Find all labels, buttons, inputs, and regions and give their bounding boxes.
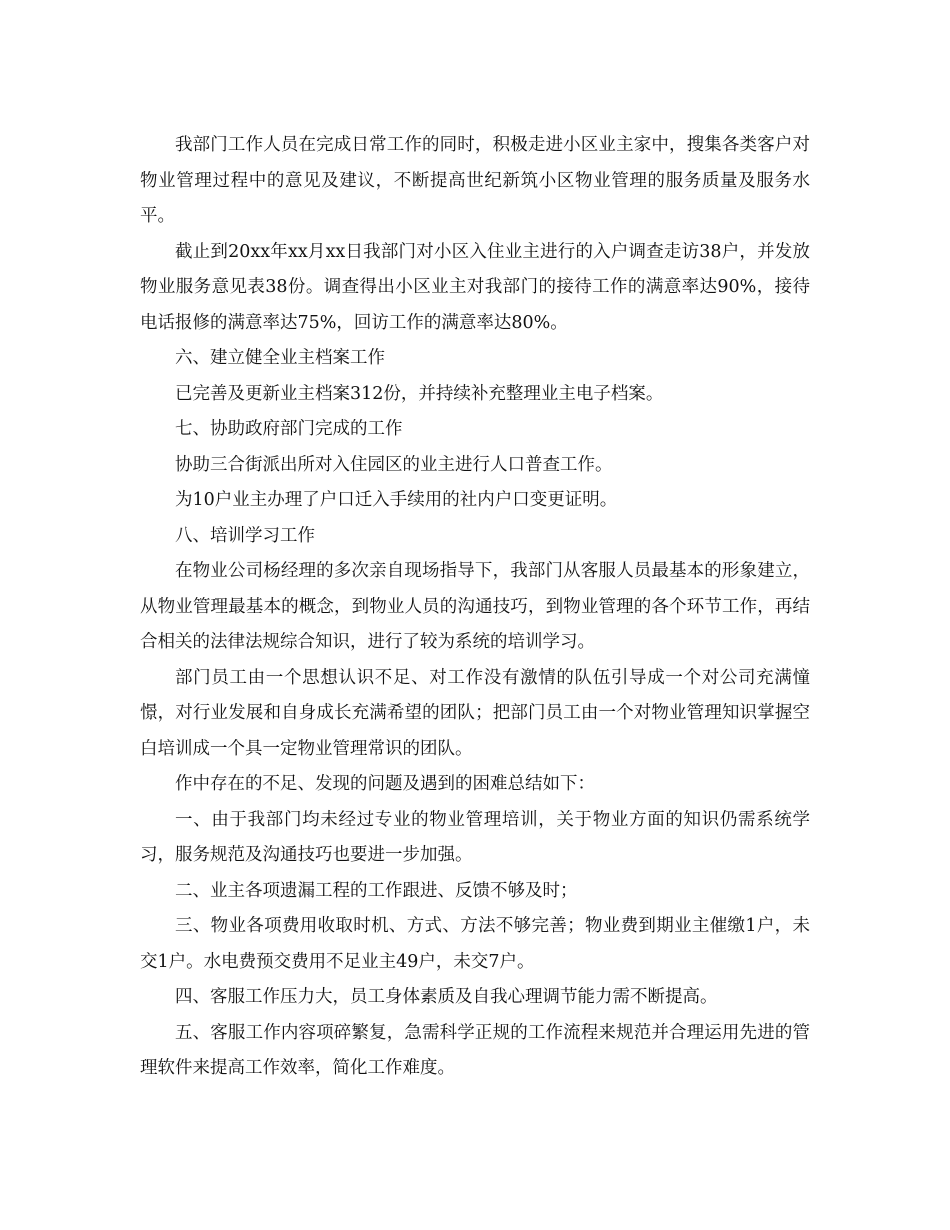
paragraph-survey: 截止到20xx年xx月xx日我部门对小区入住业主进行的入户调查走访38户，并发放物业服务意见表38份。调查得出小区业主对我部门的接待工作的满意率达90%，接待电话报修的满意率达75%，回访工作的满意率达80%。	[140, 241, 810, 333]
problem-item-3: 三、物业各项费用收取时机、方式、方法不够完善；物业费到期业主催缴1户，未交1户。水电费预交费用不足业主49户，未交7户。	[140, 916, 810, 972]
paragraph-archive: 已完善及更新业主档案312份，并持续补充整理业主电子档案。	[175, 383, 664, 404]
paragraph-census: 协助三合街派出所对入住园区的业主进行人口普查工作。	[175, 454, 613, 475]
problem-item-5: 五、客服工作内容项碎繁复，急需科学正规的工作流程来规范并合理运用先进的管理软件来提高工作效率，简化工作难度。	[140, 1022, 810, 1078]
paragraph-summary-intro: 作中存在的不足、发现的问题及遇到的困难总结如下：	[175, 774, 595, 794]
paragraph-training: 在物业公司杨经理的多次亲自现场指导下，我部门从客服人员最基本的形象建立，从物业管理最基本的概念，到物业人员的沟通技巧，到物业管理的各个环节工作，再结合相关的法律法规综合知识，进行了较为系统的培训学习。	[140, 561, 810, 652]
paragraph-household: 为10户业主办理了户口迁入手续用的社内户口变更证明。	[175, 490, 618, 510]
section-heading-6: 六、建立健全业主档案工作	[175, 348, 385, 368]
section-heading-7: 七、协助政府部门完成的工作	[175, 419, 403, 439]
problem-item-2: 二、业主各项遗漏工程的工作跟进、反馈不够及时；	[175, 880, 578, 901]
paragraph-team: 部门员工由一个思想认识不足、对工作没有激情的队伍引导成一个对公司充满憧憬，对行业发展和自身成长充满希望的团队；把部门员工由一个对物业管理知识掌握空白培训成一个具一定物业管理常识的团队。	[140, 667, 810, 759]
paragraph-intro: 我部门工作人员在完成日常工作的同时，积极走进小区业主家中，搜集各类客户对物业管理过程中的意见及建议，不断提高世纪新筑小区物业管理的服务质量及服务水平。	[140, 135, 810, 226]
section-heading-8: 八、培训学习工作	[175, 525, 315, 546]
document-body	[140, 128, 810, 1087]
problem-item-1: 一、由于我部门均未经过专业的物业管理培训，关于物业方面的知识仍需系统学习，服务规范及沟通技巧也要进一步加强。	[140, 809, 810, 865]
problem-item-4: 四、客服工作压力大，员工身体素质及自我心理调节能力需不断提高。	[175, 987, 718, 1007]
